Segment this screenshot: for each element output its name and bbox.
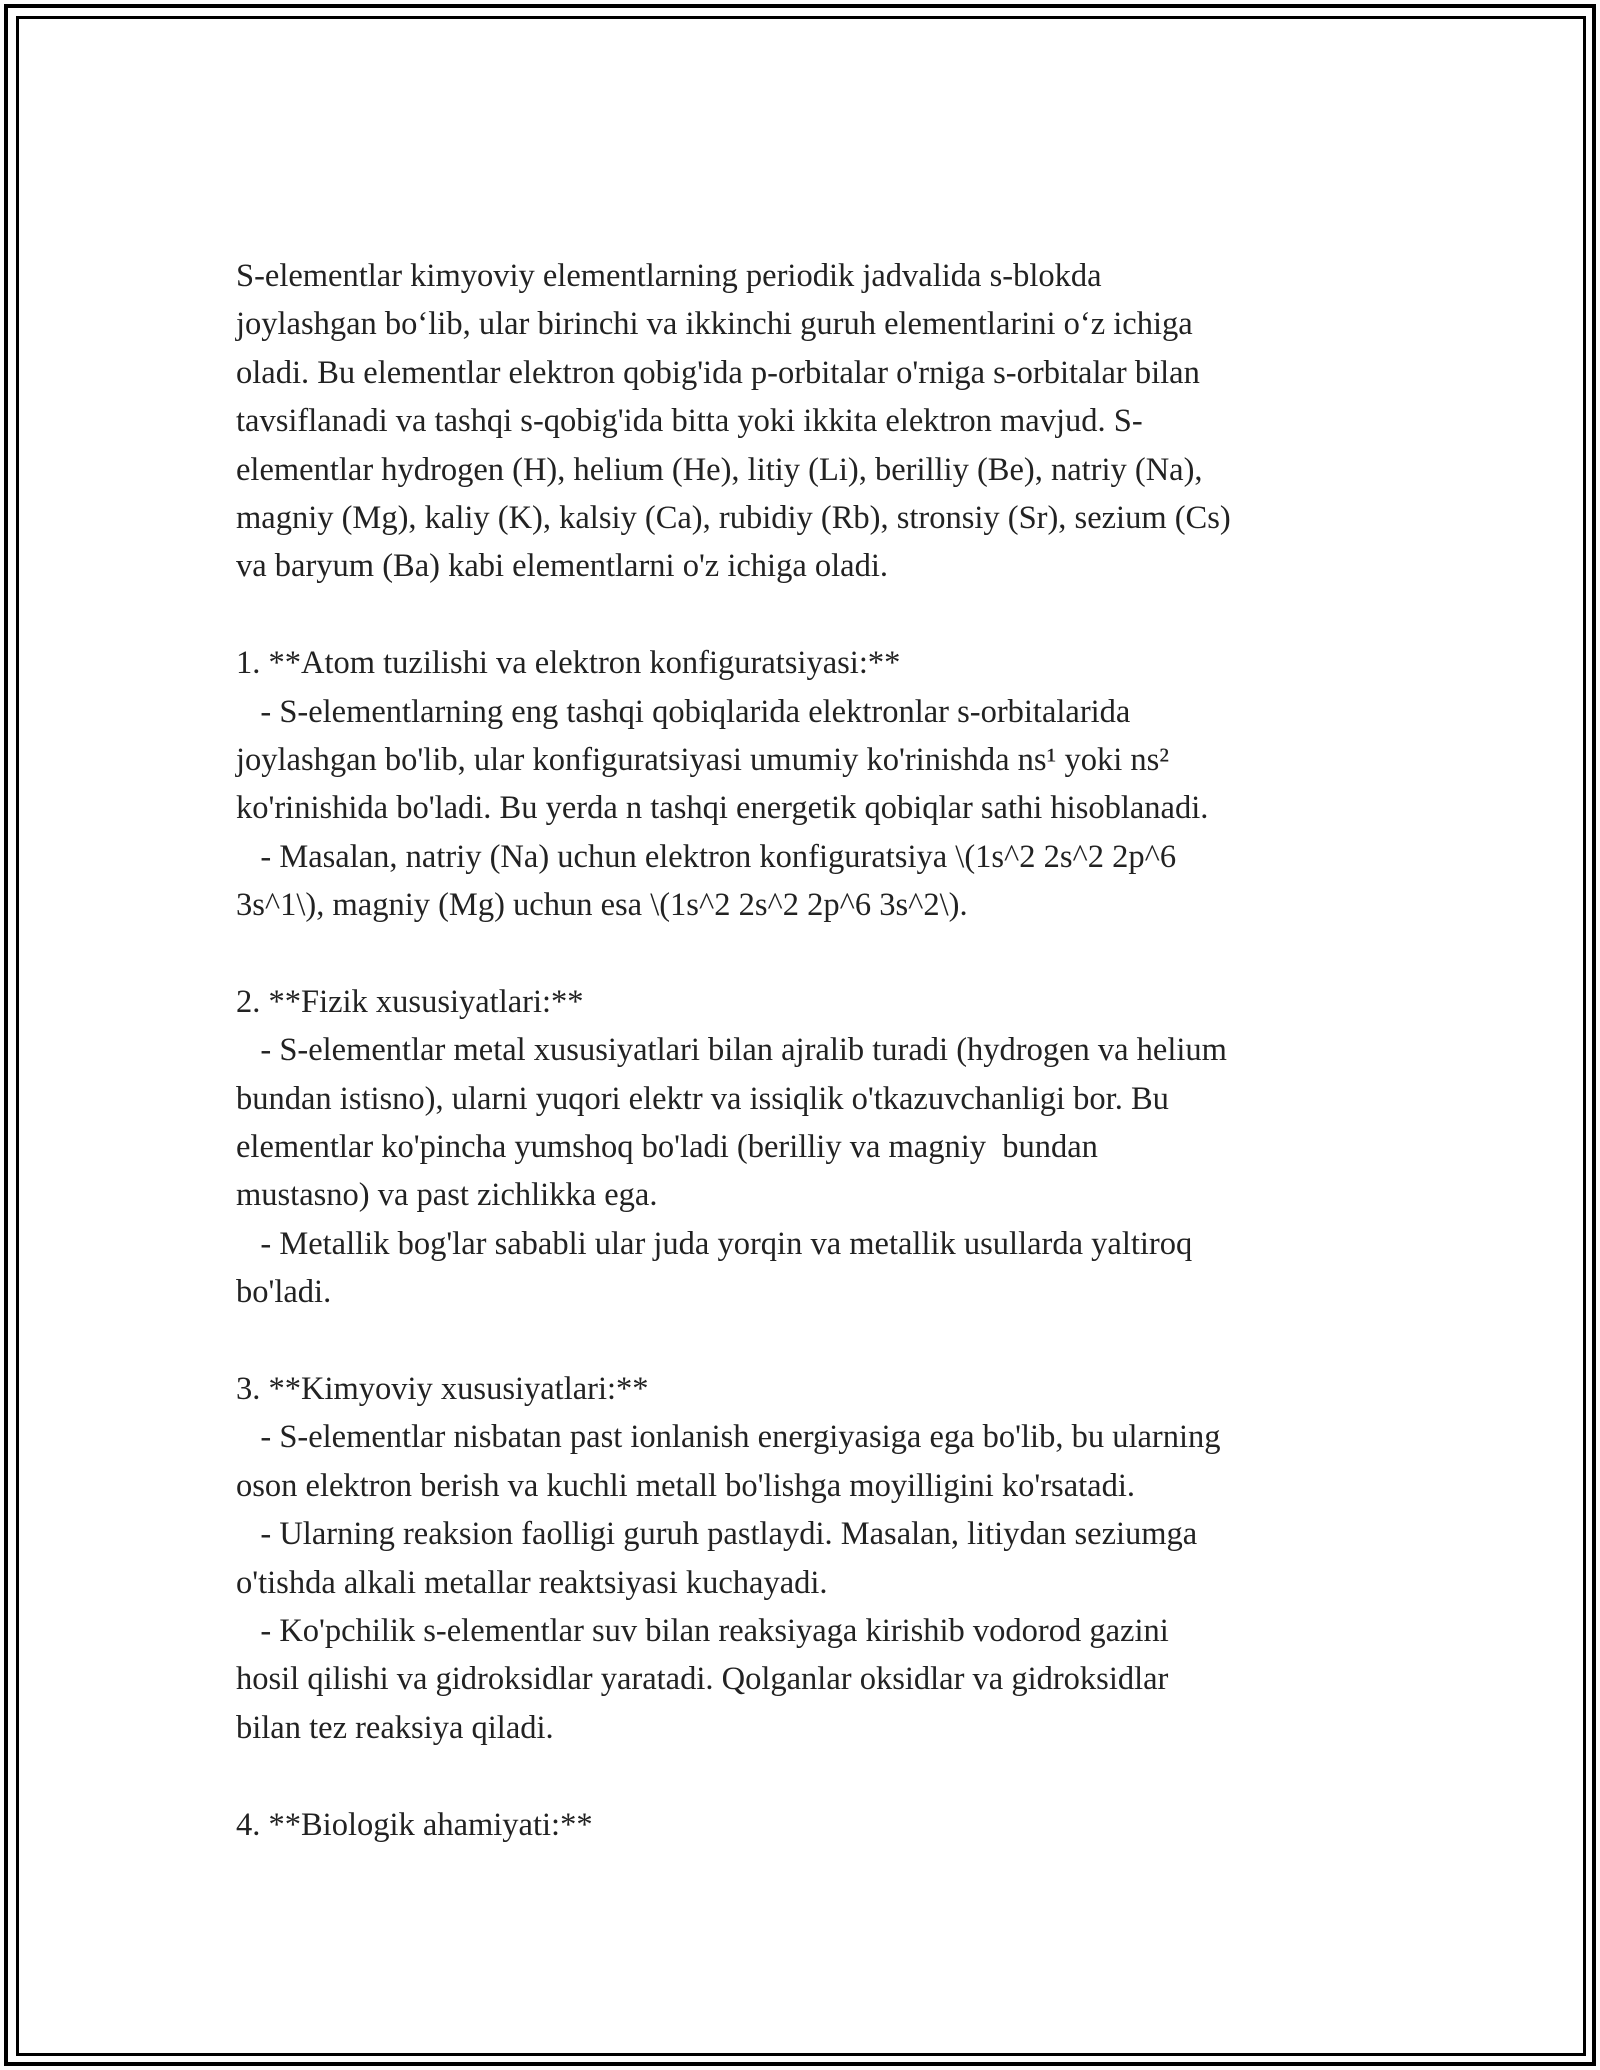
text-line: - Ko'pchilik s-elementlar suv bilan reaksiyaga kirishib vodorod gazini [236,1612,1169,1649]
text-line: - S-elementlar metal xususiyatlari bilan ajralib turadi (hydrogen va helium [236,1032,1227,1069]
text-line: bundan istisno), ularni yuqori elektr va issiqlik o'tkazuvchanligi bor. Bu [236,1080,1169,1117]
text-line: 3s^1\), magniy (Mg) uchun esa \(1s^2 2s^2 2p^6 3s^2\). [236,887,968,924]
text-line: - S-elementlarning eng tashqi qobiqlarida elektronlar s-orbitalarida [236,693,1131,730]
intro-paragraph [236,252,1366,591]
text-line: joylashgan bo'lib, ular konfiguratsiyasi umumiy ko'rinishda ns¹ yoki ns² [236,741,1169,778]
text-line: bilan tez reaksiya qiladi. [236,1709,554,1746]
text-line: - Ularning reaksion faolligi guruh pastlaydi. Masalan, litiydan seziumga [236,1516,1198,1553]
paragraph-gap [236,1317,1366,1365]
paragraph-gap [236,929,1366,977]
text-line: - S-elementlar nisbatan past ionlanish energiyasiga ega bo'lib, bu ularning [236,1419,1221,1456]
text-line: oladi. Bu elementlar elektron qobig'ida p-orbitalar o'rniga s-orbitalar bilan [236,354,1200,391]
text-line: elementlar ko'pincha yumshoq bo'ladi (berilliy va magniy bundan [236,1129,1098,1166]
section-chemical-properties [236,1365,1366,1752]
paragraph-gap [236,1752,1366,1800]
text-line: - Metallik bog'lar sababli ular juda yorqin va metallik usullarda yaltiroq [236,1225,1193,1262]
section-heading: 1. **Atom tuzilishi va elektron konfiguratsiyasi:** [236,645,901,682]
text-line: tavsiflanadi va tashqi s-qobig'ida bitta yoki ikkita elektron mavjud. S- [236,403,1143,440]
section-heading: 2. **Fizik xususiyatlari:** [236,983,584,1020]
text-line: oson elektron berish va kuchli metall bo'lishga moyilligini ko'rsatadi. [236,1467,1135,1504]
text-line: hosil qilishi va gidroksidlar yaratadi. Qolganlar oksidlar va gidroksidlar [236,1661,1169,1698]
text-line: - Masalan, natriy (Na) uchun elektron konfiguratsiya \(1s^2 2s^2 2p^6 [236,838,1177,875]
text-line: ko'rinishida bo'ladi. Bu yerda n tashqi energetik qobiqlar sathi hisoblanadi. [236,790,1209,827]
text-line: mustasno) va past zichlikka ega. [236,1177,658,1214]
section-atom-structure [236,639,1366,929]
text-line: o'tishda alkali metallar reaktsiyasi kuchayadi. [236,1564,828,1601]
section-heading: 4. **Biologik ahamiyati:** [236,1806,593,1843]
section-heading: 3. **Kimyoviy xususiyatlari:** [236,1370,649,1407]
text-line: joylashgan bo‘lib, ular birinchi va ikkinchi guruh elementlarini o‘z ichiga [236,306,1193,343]
document-body [236,252,1366,1849]
text-line: va baryum (Ba) kabi elementlarni o'z ichiga oladi. [236,548,888,585]
section-physical-properties [236,978,1366,1317]
text-line: elementlar hydrogen (H), helium (He), litiy (Li), berilliy (Be), natriy (Na), [236,451,1203,488]
text-line: bo'ladi. [236,1274,332,1311]
paragraph-gap [236,591,1366,639]
text-line: S-elementlar kimyoviy elementlarning periodik jadvalida s-blokda [236,258,1102,294]
text-line: magniy (Mg), kaliy (K), kalsiy (Ca), rubidiy (Rb), stronsiy (Sr), sezium (Cs) [236,499,1231,536]
section-biological-significance [236,1801,1366,1849]
